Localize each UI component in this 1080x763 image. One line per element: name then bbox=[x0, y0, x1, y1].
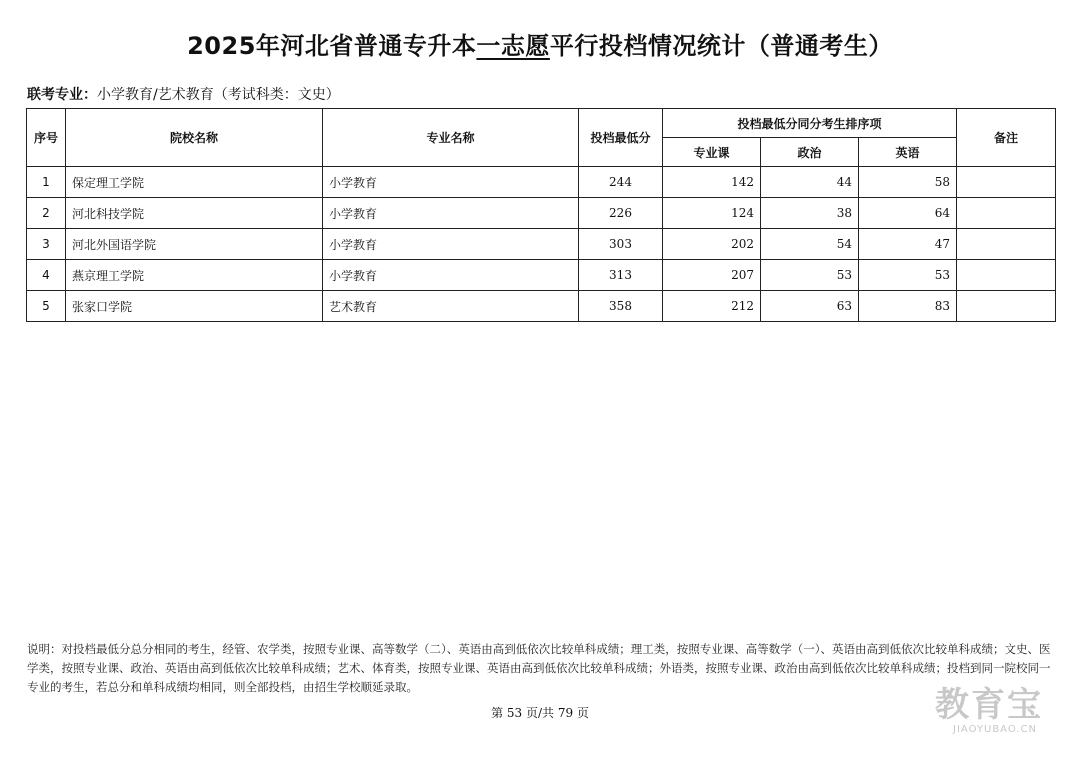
cell-school: 张家口学院 bbox=[66, 291, 323, 322]
cell-english: 58 bbox=[859, 167, 957, 198]
cell-english: 83 bbox=[859, 291, 957, 322]
cell-school: 河北外国语学院 bbox=[66, 229, 323, 260]
header-major: 专业名称 bbox=[323, 109, 579, 167]
cell-major-course: 124 bbox=[663, 198, 761, 229]
cell-politics: 44 bbox=[761, 167, 859, 198]
title-prefix: 2025年河北省普通专升本 bbox=[187, 32, 477, 60]
cell-school: 燕京理工学院 bbox=[66, 260, 323, 291]
header-sub-major-course: 专业课 bbox=[663, 138, 761, 167]
header-tiebreak-group: 投档最低分同分考生排序项 bbox=[663, 109, 957, 138]
page-number: 第 53 页/共 79 页 bbox=[491, 706, 589, 720]
cell-seq: 4 bbox=[27, 260, 66, 291]
cell-major: 小学教育 bbox=[323, 167, 579, 198]
table-row bbox=[27, 167, 1056, 198]
cell-min-score: 313 bbox=[579, 260, 663, 291]
cell-english: 47 bbox=[859, 229, 957, 260]
title-underlined: 一志愿 bbox=[476, 32, 550, 60]
cell-seq: 1 bbox=[27, 167, 66, 198]
header-sub-politics: 政治 bbox=[761, 138, 859, 167]
cell-seq: 5 bbox=[27, 291, 66, 322]
page-title bbox=[0, 26, 1080, 61]
cell-seq: 3 bbox=[27, 229, 66, 260]
admission-table bbox=[26, 108, 1056, 322]
header-seq: 序号 bbox=[27, 109, 66, 167]
cell-politics: 63 bbox=[761, 291, 859, 322]
explanation-note: 说明：对投档最低分总分相同的考生，经管、农学类，按照专业课、高等数学（二）、英语由高到低依次比较单科成绩；理工类，按照专业课、高等数学（一）、英语由高到低依次比较单科成绩；文史、医学类，按照专业课、政治、英语由高到低依次比较单科成绩；艺术、体育类，按照专业课、英语由高到低依次比较单科成绩；外语类，按照专业课、政治由高到低依次比较单科成绩；投档到同一院校同一专业的考生，若总分和单科成绩均相同，则全部投档，由招生学校顺延录取。 bbox=[27, 642, 1051, 694]
table-row bbox=[27, 229, 1056, 260]
header-remark: 备注 bbox=[957, 109, 1056, 167]
watermark bbox=[935, 686, 1043, 735]
watermark-logo: 教育宝 bbox=[935, 685, 1043, 725]
cell-min-score: 226 bbox=[579, 198, 663, 229]
watermark-url: JIAOYUBAO.CN bbox=[953, 724, 1037, 735]
cell-remark bbox=[957, 260, 1056, 291]
cell-min-score: 244 bbox=[579, 167, 663, 198]
major-line bbox=[27, 84, 340, 104]
cell-major: 小学教育 bbox=[323, 198, 579, 229]
cell-school: 河北科技学院 bbox=[66, 198, 323, 229]
cell-major: 艺术教育 bbox=[323, 291, 579, 322]
cell-major-course: 212 bbox=[663, 291, 761, 322]
cell-seq: 2 bbox=[27, 198, 66, 229]
cell-major: 小学教育 bbox=[323, 260, 579, 291]
title-suffix: 平行投档情况统计（普通考生） bbox=[549, 32, 893, 60]
cell-english: 53 bbox=[859, 260, 957, 291]
cell-major: 小学教育 bbox=[323, 229, 579, 260]
cell-english: 64 bbox=[859, 198, 957, 229]
cell-remark bbox=[957, 198, 1056, 229]
table-row bbox=[27, 260, 1056, 291]
major-label: 联考专业： bbox=[27, 87, 97, 103]
cell-min-score: 303 bbox=[579, 229, 663, 260]
cell-major-course: 207 bbox=[663, 260, 761, 291]
table-row bbox=[27, 291, 1056, 322]
header-sub-english: 英语 bbox=[859, 138, 957, 167]
cell-politics: 53 bbox=[761, 260, 859, 291]
cell-politics: 38 bbox=[761, 198, 859, 229]
table-row bbox=[27, 198, 1056, 229]
cell-remark bbox=[957, 167, 1056, 198]
cell-major-course: 142 bbox=[663, 167, 761, 198]
cell-school: 保定理工学院 bbox=[66, 167, 323, 198]
cell-remark bbox=[957, 291, 1056, 322]
header-school: 院校名称 bbox=[66, 109, 323, 167]
cell-major-course: 202 bbox=[663, 229, 761, 260]
major-value: 小学教育/艺术教育（考试科类：文史） bbox=[97, 87, 340, 103]
cell-min-score: 358 bbox=[579, 291, 663, 322]
cell-politics: 54 bbox=[761, 229, 859, 260]
header-min-score: 投档最低分 bbox=[579, 109, 663, 167]
cell-remark bbox=[957, 229, 1056, 260]
